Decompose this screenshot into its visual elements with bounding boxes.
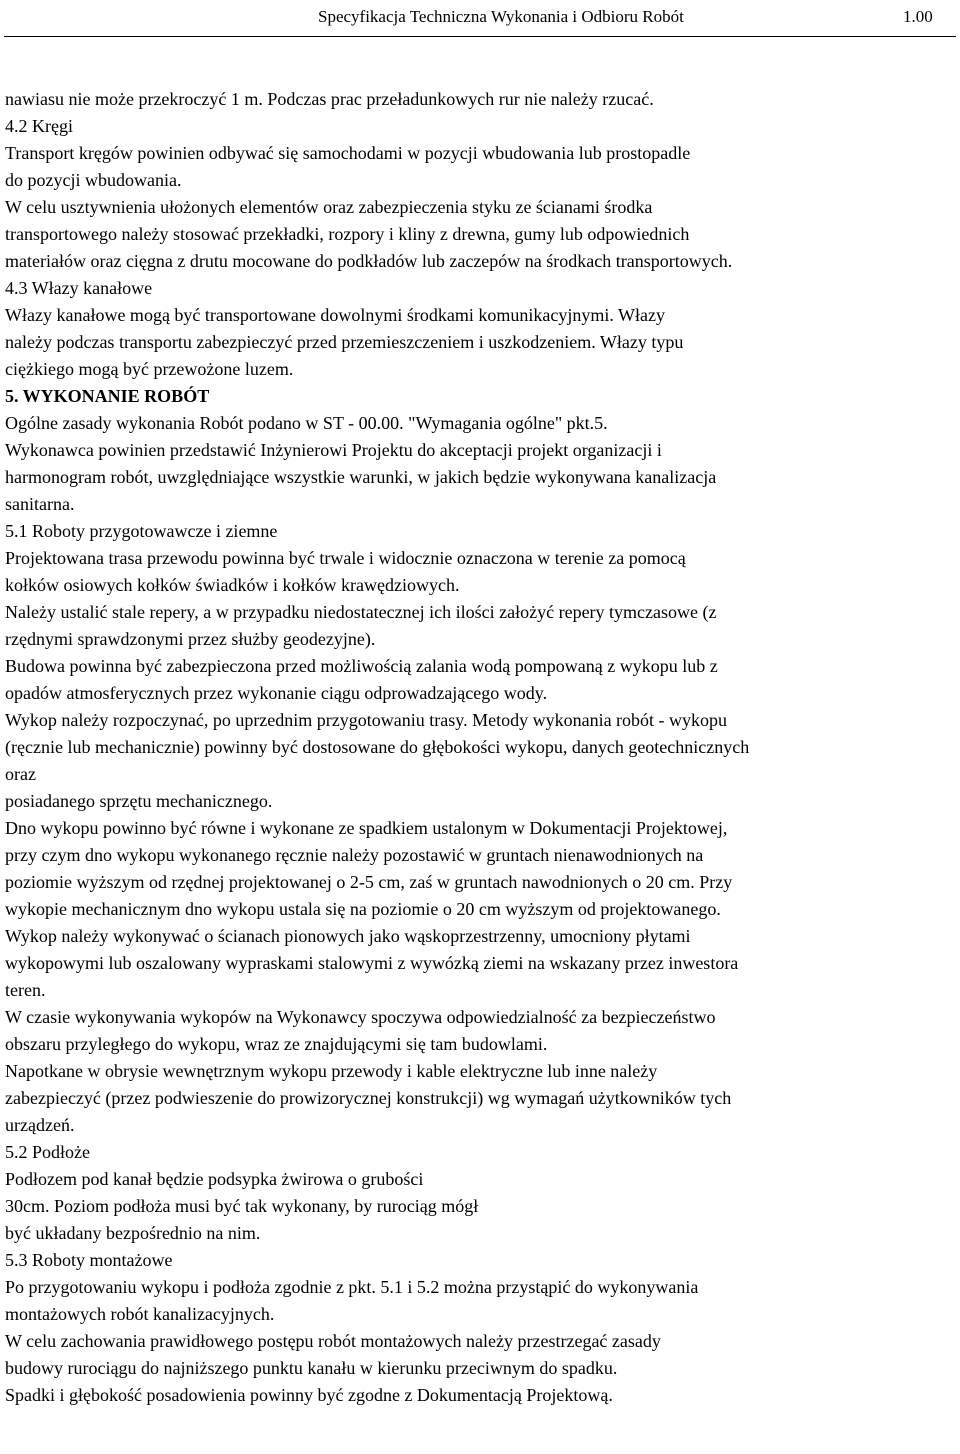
text-line: 5.1 Roboty przygotowawcze i ziemne (5, 521, 278, 541)
text-line: materiałów oraz cięgna z drutu mocowane do podkładów lub zaczepów na środkach transportowych. (5, 251, 733, 271)
text-line: 5.3 Roboty montażowe (5, 1250, 173, 1270)
text-line: Dno wykopu powinno być równe i wykonane ze spadkiem ustalonym w Dokumentacji Projektowej, (5, 818, 728, 838)
text-line: Napotkane w obrysie wewnętrznym wykopu przewody i kable elektryczne lub inne należy (5, 1061, 658, 1081)
text-line: 5.2 Podłoże (5, 1142, 90, 1162)
text-line: Wykop należy wykonywać o ścianach pionowych jako wąskoprzestrzenny, umocniony płytami (5, 926, 691, 946)
text-line: posiadanego sprzętu mechanicznego. (5, 791, 273, 811)
header-divider (4, 36, 956, 37)
text-line: W celu usztywnienia ułożonych elementów oraz zabezpieczenia styku ze ścianami środka (5, 197, 653, 217)
text-line: (ręcznie lub mechanicznie) powinny być dostosowane do głębokości wykopu, danych geotechnicznych (5, 737, 750, 757)
text-line: Budowa powinna być zabezpieczona przed możliwością zalania wodą pompowaną z wykopu lub z (5, 656, 718, 676)
text-line: Wykop należy rozpoczynać, po uprzednim przygotowaniu trasy. Metody wykonania robót - wykopu (5, 710, 728, 730)
text-line: budowy rurociągu do najniższego punktu kanału w kierunku przeciwnym do spadku. (5, 1358, 618, 1378)
text-line: ciężkiego mogą być przewożone luzem. (5, 359, 294, 379)
text-line: 4.2 Kręgi (5, 116, 73, 136)
document-title: Specyfikacja Techniczna Wykonania i Odbioru Robót (318, 7, 684, 26)
text-line: Ogólne zasady wykonania Robót podano w ST - 00.00. "Wymagania ogólne" pkt.5. (5, 413, 608, 433)
text-line: montażowych robót kanalizacyjnych. (5, 1304, 275, 1324)
text-line: Należy ustalić stale repery, a w przypadku niedostatecznej ich ilości założyć repery tymczasowe (z (5, 602, 717, 622)
section-heading-line: 5. WYKONANIE ROBÓT (5, 386, 210, 406)
text-line: do pozycji wbudowania. (5, 170, 182, 190)
text-line: Transport kręgów powinien odbywać się samochodami w pozycji wbudowania lub prostopadle (5, 143, 691, 163)
text-line: sanitarna. (5, 494, 75, 514)
text-line: 30cm. Poziom podłoża musi być tak wykonany, by rurociąg mógł (5, 1196, 479, 1216)
text-line: Podłozem pod kanał będzie podsypka żwirowa o grubości (5, 1169, 424, 1189)
text-line: Po przygotowaniu wykopu i podłoża zgodnie z pkt. 5.1 i 5.2 można przystąpić do wykonywania (5, 1277, 699, 1297)
text-line: oraz (5, 764, 36, 784)
text-line: nawiasu nie może przekroczyć 1 m. Podczas prac przeładunkowych rur nie należy rzucać. (5, 89, 654, 109)
text-line: kołków osiowych kołków świadków i kołków krawędziowych. (5, 575, 460, 595)
document-body (5, 86, 945, 1409)
text-line: należy podczas transportu zabezpieczyć przed przemieszczeniem i uszkodzeniem. Włazy typu (5, 332, 684, 352)
text-line: obszaru przyległego do wykopu, wraz ze znajdującymi się tam budowlami. (5, 1034, 548, 1054)
text-line: harmonogram robót, uwzględniające wszystkie warunki, w jakich będzie wykonywana kanalizacja (5, 467, 717, 487)
page-header (0, 0, 960, 37)
text-line: rzędnymi sprawdzonymi przez służby geodezyjne). (5, 629, 376, 649)
text-line: wykopie mechanicznym dno wykopu ustala się na poziomie o 20 cm wyższym od projektowanego. (5, 899, 721, 919)
text-line: transportowego należy stosować przekładki, rozpory i kliny z drewna, gumy lub odpowiednich (5, 224, 690, 244)
text-line: teren. (5, 980, 46, 1000)
text-line: W celu zachowania prawidłowego postępu robót montażowych należy przestrzegać zasady (5, 1331, 661, 1351)
text-line: Włazy kanałowe mogą być transportowane dowolnymi środkami komunikacyjnymi. Włazy (5, 305, 665, 325)
text-line: 4.3 Włazy kanałowe (5, 278, 153, 298)
text-line: zabezpieczyć (przez podwieszenie do prowizorycznej konstrukcji) wg wymagań użytkowników tych (5, 1088, 732, 1108)
text-line: W czasie wykonywania wykopów na Wykonawcy spoczywa odpowiedzialność za bezpieczeństwo (5, 1007, 716, 1027)
text-line: przy czym dno wykopu wykonanego ręcznie należy pozostawić w gruntach nienawodnionych na (5, 845, 704, 865)
text-line: wykopowymi lub oszalowany wypraskami stalowymi z wywózką ziemi na wskazany przez inwestora (5, 953, 739, 973)
text-line: opadów atmosferycznych przez wykonanie ciągu odprowadzającego wody. (5, 683, 548, 703)
text-line: być układany bezpośrednio na nim. (5, 1223, 261, 1243)
text-line: Spadki i głębokość posadowienia powinny być zgodne z Dokumentacją Projektową. (5, 1385, 613, 1405)
text-line: urządzeń. (5, 1115, 75, 1135)
text-line: poziomie wyższym od rzędnej projektowanej o 2-5 cm, zaś w gruntach nawodnionych o 20 cm. Przy (5, 872, 733, 892)
document-version: 1.00 (903, 7, 933, 26)
text-line: Projektowana trasa przewodu powinna być trwale i widocznie oznaczona w terenie za pomocą (5, 548, 686, 568)
text-line: Wykonawca powinien przedstawić Inżynierowi Projektu do akceptacji projekt organizacji i (5, 440, 662, 460)
